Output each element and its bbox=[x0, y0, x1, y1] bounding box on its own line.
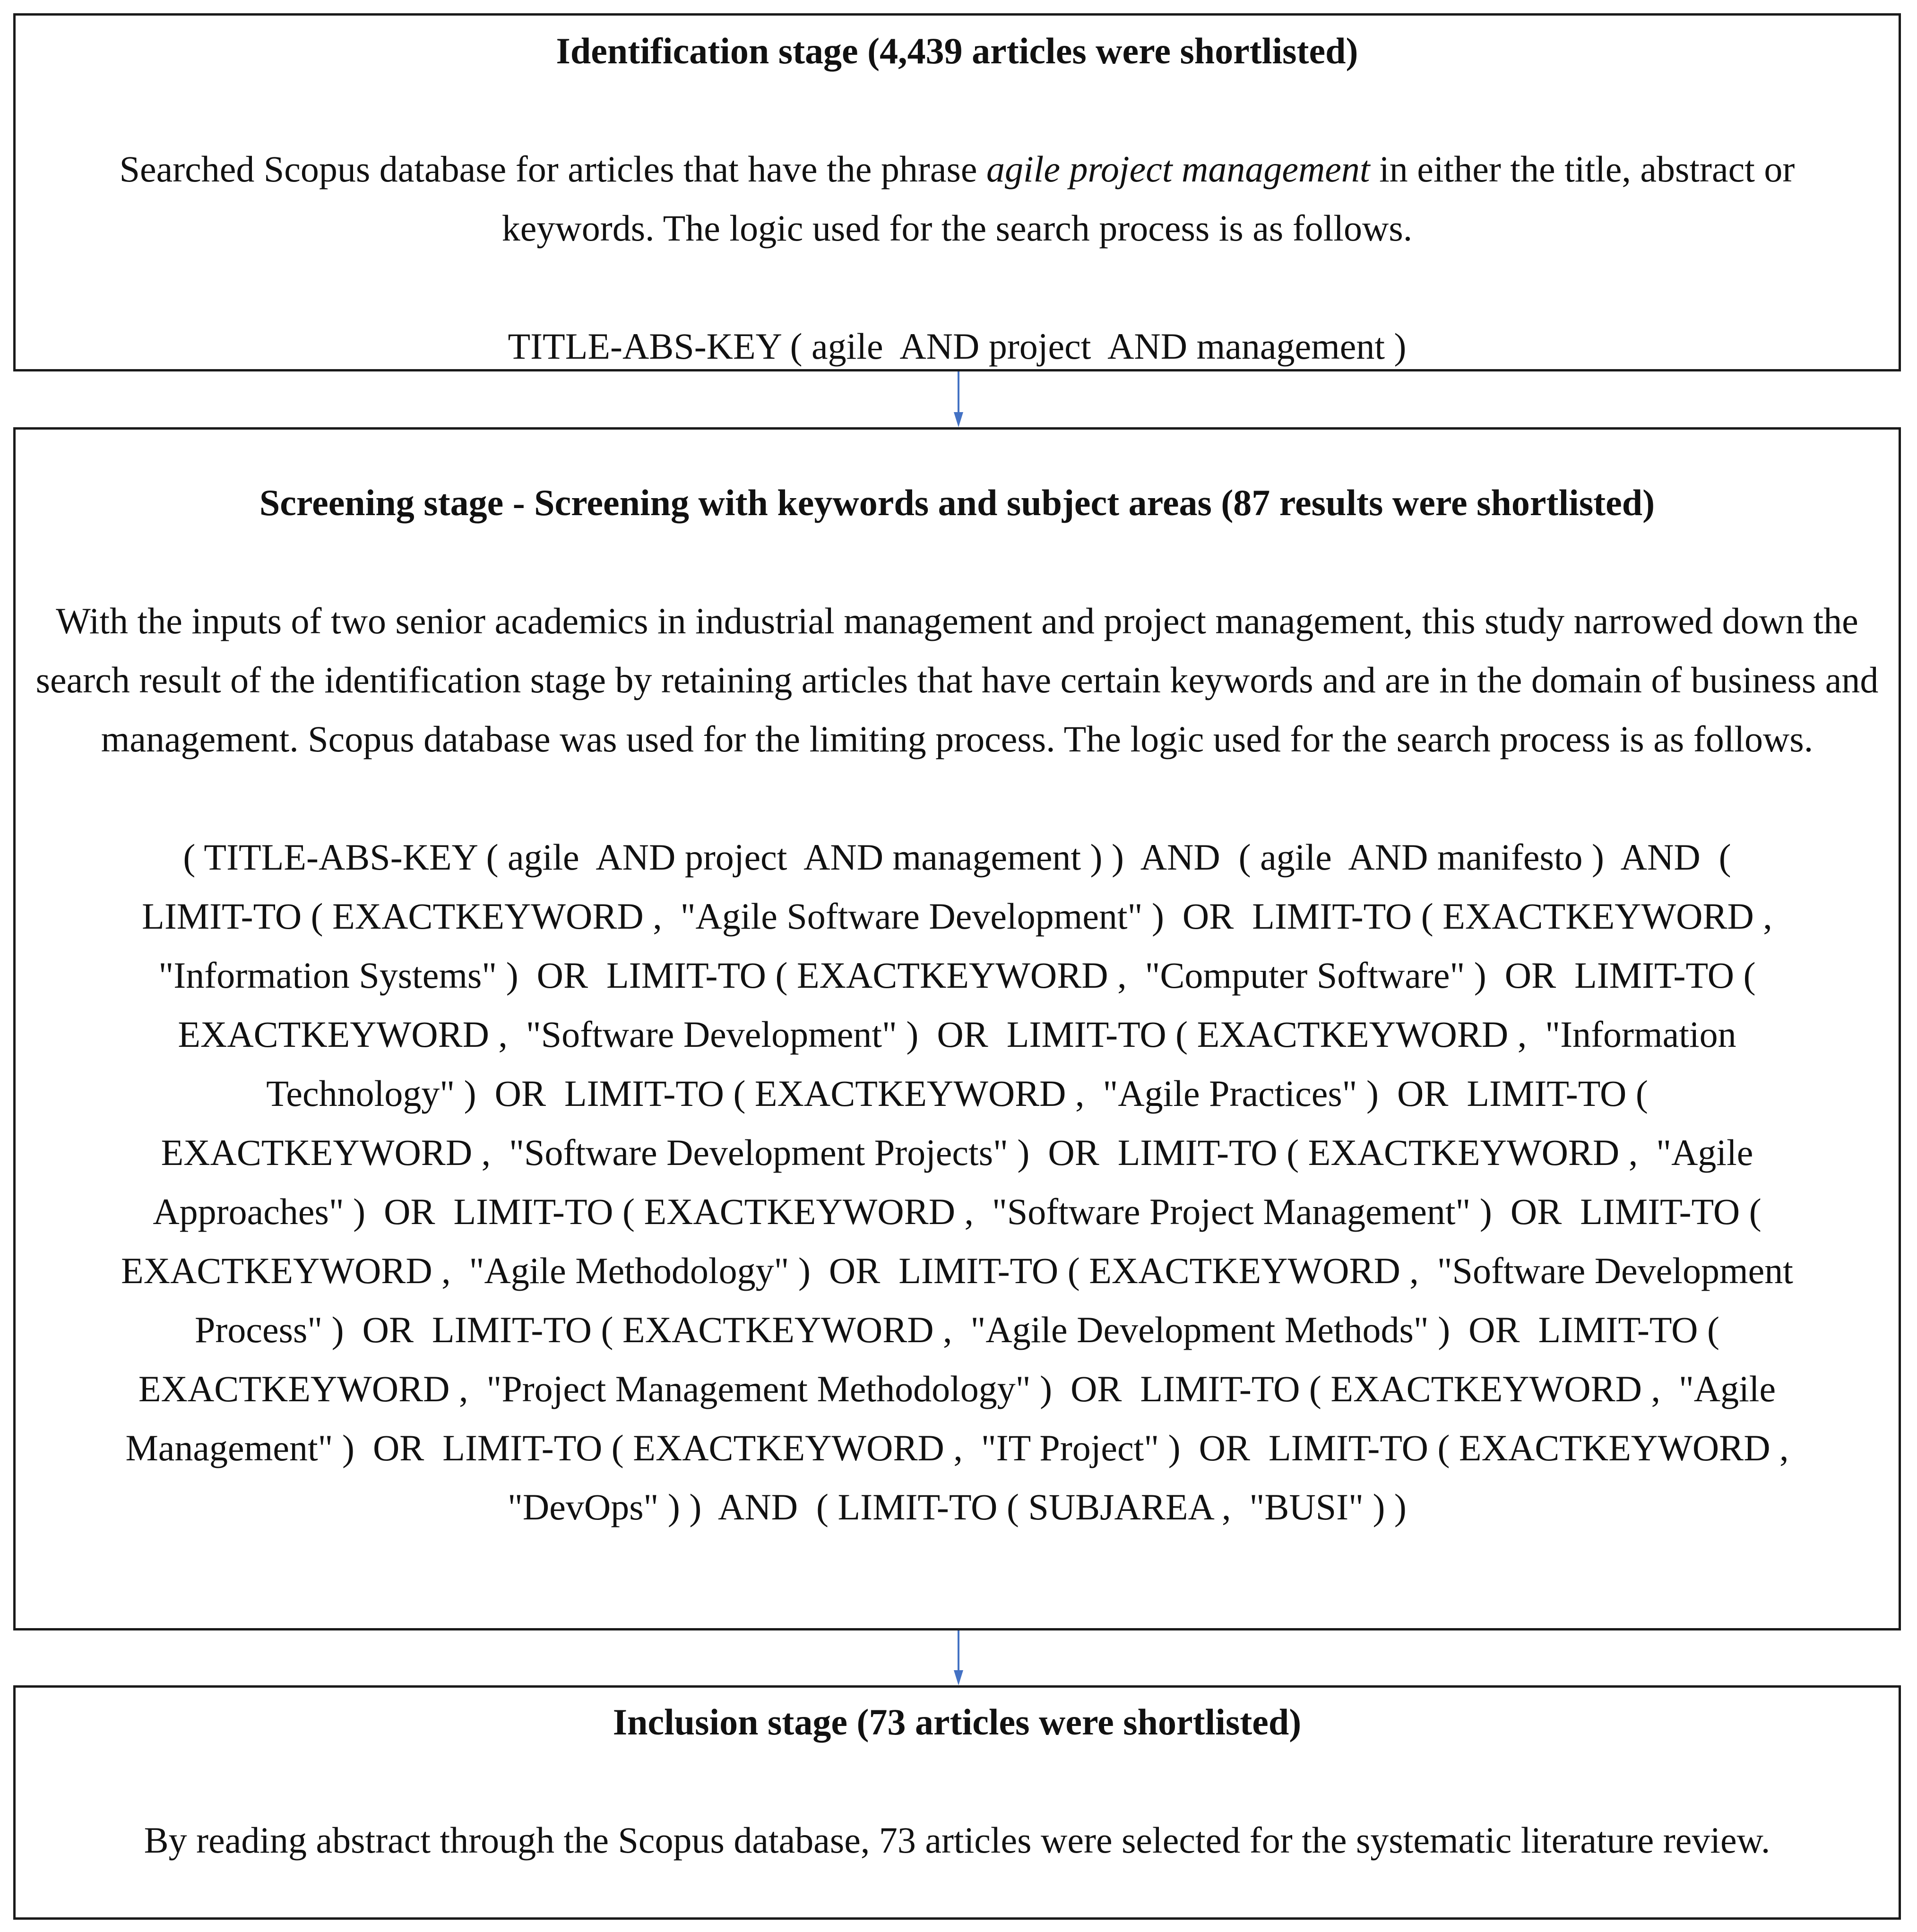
query-line: "DevOps" ) ) AND ( LIMIT-TO ( SUBJAREA , "BUSI" ) ) bbox=[508, 1486, 1407, 1527]
query-line: Technology" ) OR LIMIT-TO ( EXACTKEYWORD , "Agile Practices" ) OR LIMIT-TO ( bbox=[266, 1073, 1648, 1114]
inclusion-stage-box bbox=[13, 1685, 1901, 1920]
query-line: Process" ) OR LIMIT-TO ( EXACTKEYWORD , "Agile Development Methods" ) OR LIMIT-TO ( bbox=[195, 1309, 1719, 1350]
screening-heading: Screening stage - Screening with keywords and subject areas (87 results were shortlisted) bbox=[259, 482, 1655, 523]
identification-search-phrase: agile project management bbox=[986, 148, 1370, 190]
inclusion-description: By reading abstract through the Scopus database, 73 articles were selected for the systematic literature review. bbox=[144, 1820, 1770, 1861]
identification-description bbox=[16, 139, 1899, 258]
spacer bbox=[16, 768, 1899, 828]
spacer bbox=[16, 258, 1899, 317]
query-line: ( TITLE-ABS-KEY ( agile AND project AND management ) ) AND ( agile AND manifesto ) AND ( bbox=[183, 837, 1731, 878]
screening-query bbox=[16, 828, 1899, 1536]
inclusion-heading: Inclusion stage (73 articles were shortlisted) bbox=[613, 1701, 1302, 1742]
query-line: EXACTKEYWORD , "Agile Methodology" ) OR LIMIT-TO ( EXACTKEYWORD , "Software Development bbox=[121, 1250, 1793, 1291]
query-line: Approaches" ) OR LIMIT-TO ( EXACTKEYWORD , "Software Project Management" ) OR LIMIT-TO ( bbox=[153, 1191, 1762, 1232]
identification-text-after: in either the title, abstract or keywords. The logic used for the search process is as follows. bbox=[501, 148, 1795, 249]
flow-arrow-down-icon bbox=[954, 371, 963, 427]
spacer bbox=[16, 1751, 1899, 1811]
identification-query: TITLE-ABS-KEY ( agile AND project AND management ) bbox=[508, 326, 1407, 367]
query-line: Management" ) OR LIMIT-TO ( EXACTKEYWORD , "IT Project" ) OR LIMIT-TO ( EXACTKEYWORD , bbox=[125, 1427, 1789, 1468]
query-line: EXACTKEYWORD , "Software Development" ) OR LIMIT-TO ( EXACTKEYWORD , "Information bbox=[178, 1014, 1736, 1055]
spacer bbox=[16, 80, 1899, 139]
screening-description: With the inputs of two senior academics in industrial management and project management, this study narrowed down the search result of the identification stage by retaining articles that have certain keywords and are in the domain of business and management. Scopus database was used for the limiting process. The logic used for the search process is as follows. bbox=[35, 600, 1879, 759]
identification-stage-box bbox=[13, 13, 1901, 371]
identification-text-before: Searched Scopus database for articles that have the phrase bbox=[119, 148, 986, 190]
screening-stage-box bbox=[13, 427, 1901, 1630]
query-line: EXACTKEYWORD , "Software Development Projects" ) OR LIMIT-TO ( EXACTKEYWORD , "Agile bbox=[161, 1132, 1753, 1173]
spacer bbox=[16, 532, 1899, 591]
query-line: LIMIT-TO ( EXACTKEYWORD , "Agile Software Development" ) OR LIMIT-TO ( EXACTKEYWORD , bbox=[142, 896, 1772, 937]
flow-arrow-down-icon bbox=[954, 1630, 963, 1685]
query-line: "Information Systems" ) OR LIMIT-TO ( EXACTKEYWORD , "Computer Software" ) OR LIMIT-TO ( bbox=[158, 955, 1756, 996]
identification-heading: Identification stage (4,439 articles were shortlisted) bbox=[556, 30, 1358, 71]
query-line: EXACTKEYWORD , "Project Management Methodology" ) OR LIMIT-TO ( EXACTKEYWORD , "Agile bbox=[138, 1368, 1776, 1409]
